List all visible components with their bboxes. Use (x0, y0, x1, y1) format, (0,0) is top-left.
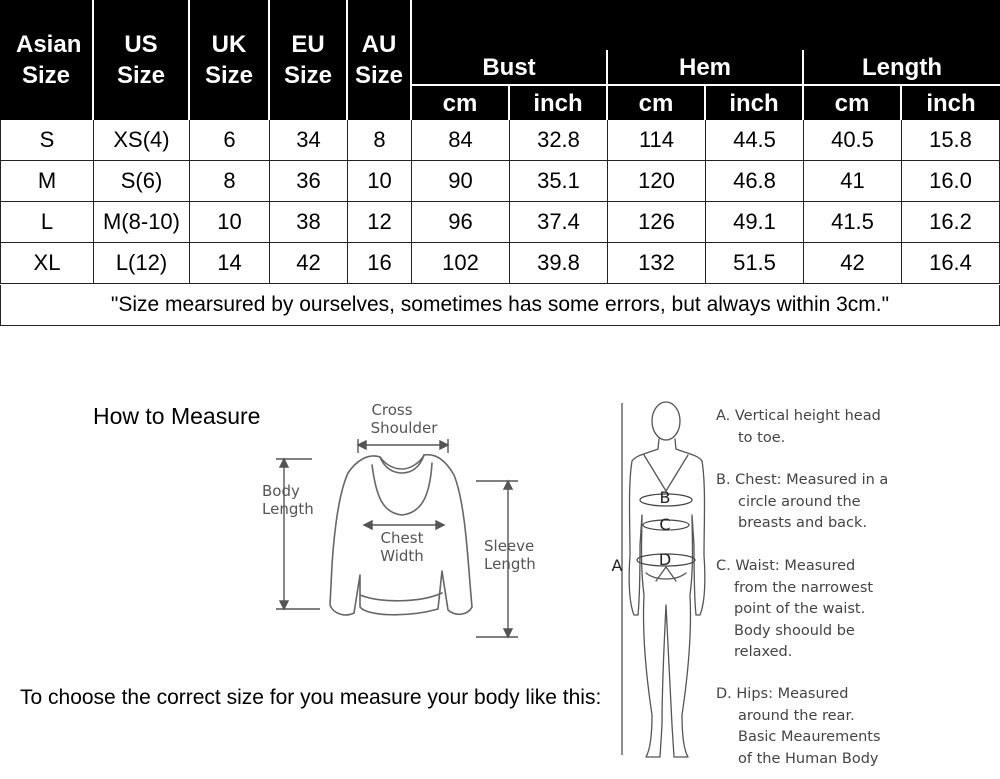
legend-a-title: A. Vertical height head (716, 408, 881, 424)
measure-legend-b (716, 470, 996, 535)
header-uk-size-label: UK Size (204, 31, 254, 89)
marker-a: A (611, 556, 623, 575)
header-asian-size-label: Asian Size (16, 31, 82, 89)
header-us-size (94, 0, 190, 120)
cell-bust-inch: 32.8 (510, 120, 608, 161)
chest-width-arrow (364, 521, 444, 529)
legend-d-title: D. Hips: Measured (716, 686, 849, 702)
legend-a-line: to toe. (738, 429, 786, 446)
header-uk-size (190, 0, 270, 120)
header-bust (412, 50, 608, 86)
how-to-measure-title: How to Measure (93, 403, 261, 429)
header-au-size-label: AU Size (354, 31, 404, 89)
cell-us-size: M(8-10) (94, 202, 190, 243)
cell-hem-inch: 49.1 (706, 202, 804, 243)
cross-shoulder-label (362, 401, 446, 437)
header-hem-label: Hem (678, 53, 732, 81)
body-length-label-line1: Body (262, 482, 300, 500)
cell-length-inch: 15.8 (902, 120, 1000, 161)
cell-eu-size: 34 (270, 120, 348, 161)
cell-length-cm: 42 (804, 243, 902, 284)
cell-uk-size: 14 (190, 243, 270, 284)
cell-bust-inch: 37.4 (510, 202, 608, 243)
cell-length-inch: 16.2 (902, 202, 1000, 243)
legend-c-line: Body shoould be (734, 622, 855, 639)
cell-us-size: L(12) (94, 243, 190, 284)
legend-c-line: relaxed. (734, 644, 793, 660)
legend-b-title: B. Chest: Measured in a (716, 472, 889, 488)
cell-uk-size: 6 (190, 120, 270, 161)
cell-length-cm: 41.5 (804, 202, 902, 243)
cell-bust-cm: 90 (412, 161, 510, 202)
legend-c-line: from the narrowest (734, 579, 874, 596)
cell-length-cm: 40.5 (804, 120, 902, 161)
measure-legend-a (716, 406, 996, 449)
header-au-size (348, 0, 412, 120)
cell-eu-size: 38 (270, 202, 348, 243)
marker-c: C (659, 515, 671, 534)
legend-b-line: circle around the (738, 493, 861, 510)
cell-hem-inch: 44.5 (706, 120, 804, 161)
header-length-cm: cm (804, 86, 902, 120)
cross-shoulder-label-line2: Shoulder (370, 419, 438, 437)
chest-width-label-line2: Width (380, 547, 424, 565)
cell-hem-cm: 126 (608, 202, 706, 243)
cell-us-size: XS(4) (94, 120, 190, 161)
size-chart-table (0, 0, 1000, 326)
header-hem (608, 50, 804, 86)
cell-hem-inch: 51.5 (706, 243, 804, 284)
cell-asian-size: L (0, 202, 94, 243)
body-length-label-line2: Length (262, 500, 314, 518)
cell-au-size: 12 (348, 202, 412, 243)
header-hem-inch: inch (706, 86, 804, 120)
cell-bust-inch: 35.1 (510, 161, 608, 202)
sleeve-length-label (484, 537, 548, 573)
header-bust-label: Bust (482, 53, 536, 81)
cell-bust-cm: 84 (412, 120, 510, 161)
chest-width-label (370, 529, 434, 565)
body-measure-diagram (600, 395, 710, 775)
cell-asian-size: S (0, 120, 94, 161)
cross-shoulder-label-line1: Cross (371, 401, 413, 419)
marker-b: B (659, 488, 671, 507)
header-length (804, 50, 1000, 86)
header-asian-size (0, 0, 94, 120)
sleeve-length-label-line1: Sleeve (484, 537, 535, 555)
cell-bust-cm: 96 (412, 202, 510, 243)
cell-hem-cm: 120 (608, 161, 706, 202)
marker-d: D (658, 550, 672, 569)
cell-asian-size: M (0, 161, 94, 202)
legend-d-line: Basic Meaurements (738, 729, 881, 745)
header-length-inch: inch (902, 86, 1000, 120)
cell-eu-size: 36 (270, 161, 348, 202)
table-note: "Size mearsured by ourselves, sometimes has some errors, but always within 3cm." (0, 285, 1000, 326)
cell-au-size: 8 (348, 120, 412, 161)
legend-d-line: of the Human Body (738, 750, 879, 767)
header-hem-cm: cm (608, 86, 706, 120)
cell-us-size: S(6) (94, 161, 190, 202)
human-body-outline (629, 402, 705, 757)
legend-d-line: around the rear. (738, 707, 855, 724)
header-bust-inch: inch (510, 86, 608, 120)
cell-length-inch: 16.0 (902, 161, 1000, 202)
header-length-label: Length (862, 53, 942, 81)
header-eu-size (270, 0, 348, 120)
cell-hem-cm: 132 (608, 243, 706, 284)
cell-hem-cm: 114 (608, 120, 706, 161)
cell-bust-inch: 39.8 (510, 243, 608, 284)
cross-shoulder-arrow (358, 439, 448, 453)
header-us-size-label: US Size (116, 31, 166, 89)
legend-c-title: C. Waist: Measured (716, 558, 856, 574)
cell-au-size: 10 (348, 161, 412, 202)
cell-au-size: 16 (348, 243, 412, 284)
measure-legend-d (716, 684, 996, 770)
choose-size-instruction: To choose the correct size for you measure your body like this: (20, 686, 602, 709)
cell-length-cm: 41 (804, 161, 902, 202)
cell-asian-size: XL (0, 243, 94, 284)
body-length-label (262, 482, 326, 518)
legend-b-line: breasts and back. (738, 515, 868, 531)
cell-length-inch: 16.4 (902, 243, 1000, 284)
header-band (412, 0, 1000, 50)
cell-uk-size: 10 (190, 202, 270, 243)
cell-eu-size: 42 (270, 243, 348, 284)
sleeve-length-label-line2: Length (484, 555, 536, 573)
cell-uk-size: 8 (190, 161, 270, 202)
measure-legend-c (716, 556, 996, 664)
header-eu-size-label: EU Size (283, 31, 333, 89)
header-bust-cm: cm (412, 86, 510, 120)
legend-c-line: point of the waist. (734, 601, 866, 617)
cell-hem-inch: 46.8 (706, 161, 804, 202)
cell-bust-cm: 102 (412, 243, 510, 284)
chest-width-label-line1: Chest (380, 529, 424, 547)
